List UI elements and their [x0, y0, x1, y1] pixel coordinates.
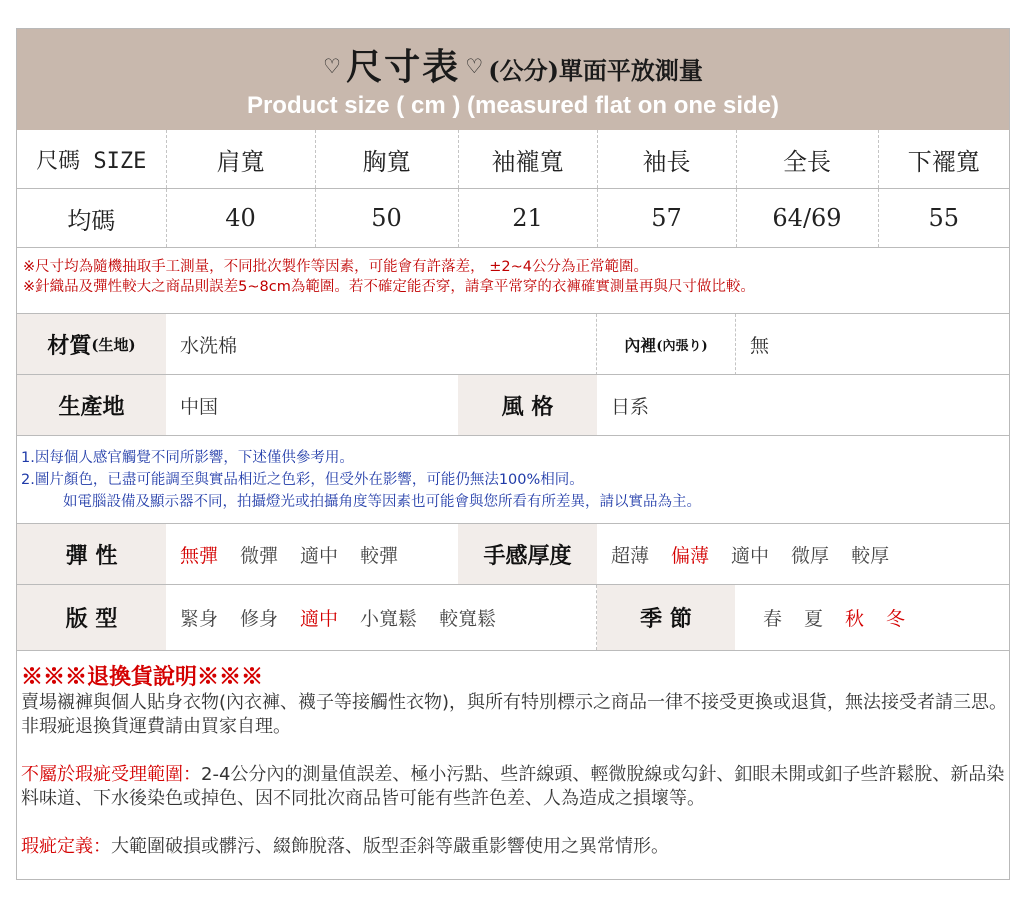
lining-label: [597, 314, 735, 375]
size-table-cell: 均碼: [17, 189, 166, 248]
material-label: [17, 314, 166, 375]
origin-row: [17, 374, 1009, 436]
size-table-header: 尺碼 SIZE: [17, 130, 166, 189]
origin-label: 生產地: [17, 375, 166, 436]
elasticity-option: 較彈: [360, 545, 399, 567]
fit-option: 修身: [240, 608, 279, 630]
fit-option: 較寬鬆: [439, 608, 497, 630]
lining-label-small: (內張り): [656, 339, 708, 354]
disclaimer-notes: [21, 447, 1006, 513]
season-options: [735, 585, 1011, 650]
policy-text: 賣場襯褲與個人貼身衣物(內衣褲、襪子等接觸性衣物)，與所有特別標示之商品一律不接受更換或退貨，無法接受者請三思。非瑕疵退換貨運費請由買家自理。: [21, 692, 1008, 737]
material-label-small: (生地): [91, 336, 136, 354]
size-table-header: 袖襱寬: [458, 130, 597, 189]
size-table-header: 胸寬: [315, 130, 458, 189]
elasticity-options: [166, 524, 458, 585]
season-option: 冬: [886, 608, 906, 630]
page-title-english: Product size ( cm ) (measured flat on one side): [246, 92, 780, 119]
season-option: 夏: [804, 608, 824, 630]
thickness-option: 偏薄: [671, 545, 710, 567]
size-notes: [23, 257, 1003, 297]
elasticity-option: 適中: [300, 545, 339, 567]
thickness-option: 適中: [731, 545, 770, 567]
defect-label: 瑕疵定義：: [21, 836, 111, 857]
fit-option: 緊身: [180, 608, 219, 630]
thickness-option: 超薄: [611, 545, 650, 567]
return-policy: [21, 663, 1009, 859]
nondefect-text: 2-4公分內的測量值誤差、極小污點、些許線頭、輕微脫線或勾針、釦眼未開或釦子些許鬆脫、新品染料味道、下水後染色或掉色、因不同批次商品皆可能有些許色差、人為造成之損壞等。: [21, 764, 1005, 809]
size-note: ※尺寸均為隨機抽取手工測量，不同批次製作等因素，可能會有許落差， ±2~4公分為正常範圍。: [23, 259, 649, 275]
thickness-option: 較厚: [851, 545, 890, 567]
style-value: 日系: [611, 396, 650, 418]
size-note: ※針織品及彈性較大之商品則誤差5~8cm為範圍。若不確定能否穿，請拿平常穿的衣褲確實測量再與尺寸做比較。: [23, 279, 755, 295]
size-table-header: 袖長: [597, 130, 736, 189]
elasticity-label: 彈 性: [17, 524, 166, 585]
size-table-cell: 64/69: [736, 189, 878, 248]
fit-options: [166, 585, 597, 650]
disclaimer-line: 1.因每個人感官觸覺不同所影響，下述僅供參考用。: [21, 450, 354, 466]
size-table-cell: 50: [315, 189, 458, 248]
nondefect-paragraph: [21, 763, 1009, 811]
season-option: 秋: [845, 608, 865, 630]
header-title-line: [17, 39, 1009, 90]
size-table-cell: 57: [597, 189, 736, 248]
lining-label-text: 內裡: [624, 336, 657, 355]
policy-title: ※※※退換貨說明※※※: [21, 664, 264, 690]
fit-row: [17, 584, 1009, 651]
material-row: [17, 313, 1009, 375]
origin-value: 中国: [180, 396, 219, 418]
elasticity-option: 無彈: [180, 545, 219, 567]
material-label-text: 材質: [47, 333, 92, 359]
heart-icon: ♡: [323, 54, 341, 78]
size-table-cell: 21: [458, 189, 597, 248]
size-chart-sheet: [16, 28, 1010, 880]
elasticity-row: [17, 523, 1009, 585]
defect-paragraph: [21, 835, 1009, 859]
heart-icon: ♡: [465, 54, 484, 78]
size-table-cell: 55: [878, 189, 1009, 248]
size-table-header: 下襬寬: [878, 130, 1009, 189]
fit-option: 小寬鬆: [360, 608, 418, 630]
thickness-option: 微厚: [791, 545, 830, 567]
size-table-header: 肩寬: [166, 130, 315, 189]
size-table-cell: 40: [166, 189, 315, 248]
size-table-header-row: [17, 130, 1009, 189]
season-option: 春: [763, 608, 783, 630]
disclaimer-line: 2.圖片顏色，已盡可能調至與實品相近之色彩，但受外在影響，可能仍無法100%相同。: [21, 472, 584, 488]
fit-option: 適中: [300, 608, 339, 630]
page-subtitle: (公分)單面平放測量: [488, 56, 703, 85]
divider: [17, 435, 1009, 436]
thickness-options: [597, 524, 1011, 585]
fit-label: 版 型: [17, 585, 166, 650]
disclaimer-line: 如電腦設備及顯示器不同，拍攝燈光或拍攝角度等因素也可能會與您所看有所差異，請以實品為主。: [63, 494, 701, 510]
material-value: 水洗棉: [166, 314, 597, 375]
elasticity-option: 微彈: [240, 545, 279, 567]
lining-value: 無: [735, 314, 1011, 375]
header-banner: [17, 29, 1009, 130]
nondefect-label: 不屬於瑕疵受理範圍：: [21, 764, 201, 785]
page-title: 尺寸表: [346, 46, 461, 88]
season-label: 季 節: [597, 585, 735, 650]
thickness-label: 手感厚度: [458, 524, 597, 585]
table-row: [17, 189, 1009, 248]
size-table-header: 全長: [736, 130, 878, 189]
style-label: 風 格: [458, 375, 597, 436]
size-table: [17, 130, 1009, 248]
defect-text: 大範圍破損或髒污、綴飾脫落、版型歪斜等嚴重影響使用之異常情形。: [111, 836, 669, 857]
